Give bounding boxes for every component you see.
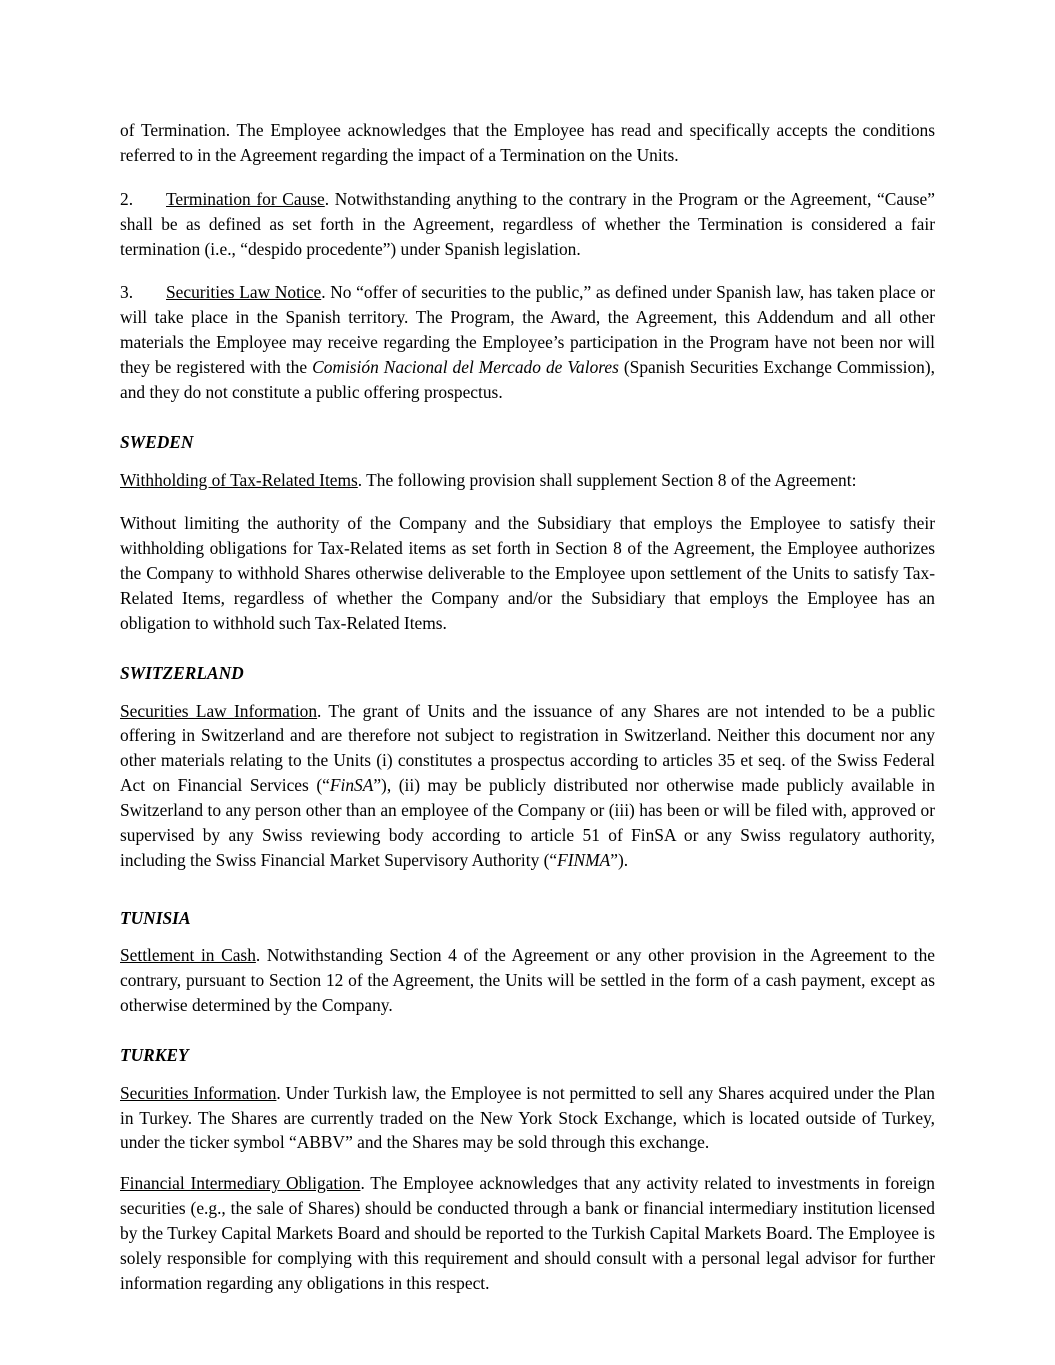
text-run: Without limiting the authority of the Company and the Subsidiary that employs the Employee to satisfy their withholding obligations for Tax-Related items as set forth in Section 8 of the Agreement, the Employee authorizes the Company to withhold Shares otherwise deliverable to the Employee upon settlement of the Units to satisfy Tax-Related Items, regardless of whether the Company and/or the Subsidiary that employs the Employee has an obligation to withhold such Tax-Related Items. xyxy=(120,513,935,633)
text-run: . The grant of Units and the issuance of any Shares are not intended to be a public offering in Switzerland and are therefore not subject to registration in Switzerland. Neither this document nor any other materials relating to the Units (i) constitutes a prospectus according to articles 35 et seq. of the Swiss Federal Act on Financial Services (“ xyxy=(120,700,935,796)
text-run: . Notwithstanding Section 4 of the Agreement or any other provision in the Agreement to the contrary, pursuant to Section 12 of the Agreement, the Units will be settled in the form of a cash payment, except as otherwise determined by the Company. xyxy=(120,945,935,1016)
heading-switzerland: SWITZERLAND xyxy=(120,662,244,683)
text-run: ”). xyxy=(610,849,629,870)
paragraph-turkey-securities-information xyxy=(120,1081,935,1156)
underlined-heading-run: Financial Intermediary Obligation xyxy=(120,1173,361,1194)
clause-number: 2. xyxy=(120,188,134,209)
underlined-heading-run: Securities Information xyxy=(120,1082,277,1103)
text-run: (Spanish Securities Exchange Commission), and they do not constitute a public offering prospectus. xyxy=(120,357,935,403)
text-run: . Under Turkish law, the Employee is not permitted to sell any Shares acquired under the Plan in Turkey. The Shares are currently traded on the New York Stock Exchange, which is located outside of Turkey, under the ticker symbol “ABBV” and the Shares may be sold through this exchange. xyxy=(120,1082,936,1153)
text-run: . The Employee acknowledges that any activity related to investments in foreign securities (e.g., the sale of Shares) should be conducted through a bank or financial intermediary institution licensed by the Turkey Capital Markets Board and should be reported to the Turkish Capital Markets Board. The Employee is solely responsible for complying with this requirement and should consult with a personal legal advisor for further information regarding any obligations in this respect. xyxy=(120,1173,935,1293)
paragraph-turkey-financial-intermediary xyxy=(120,1171,935,1295)
underlined-heading-run: Termination for Cause xyxy=(166,188,325,209)
clause-number: 3. xyxy=(120,282,134,303)
paragraph-termination-continued xyxy=(120,118,935,168)
paragraph-securities-law-notice xyxy=(120,280,935,404)
underlined-heading-run: Securities Law Information xyxy=(120,700,318,721)
underlined-heading-run: Settlement in Cash xyxy=(120,945,256,966)
italic-run: Comisión Nacional del Mercado de Valores xyxy=(312,357,619,378)
text-run: . Notwithstanding anything to the contrary in the Program or the Agreement, “Cause” shall be as defined as set forth in the Agreement, regardless of whether the Termination is considered a fair termination (i.e., “despido procedente”) under Spanish legislation. xyxy=(120,188,935,259)
paragraph-termination-for-cause xyxy=(120,187,935,262)
heading-sweden: SWEDEN xyxy=(120,431,194,452)
paragraph-sweden-withholding xyxy=(120,468,935,493)
paragraph-tunisia-settlement xyxy=(120,943,935,1018)
text-run: . No “offer of securities to the public,” as defined under Spanish law, has taken place or will take place in the Spanish territory. The Program, the Award, the Agreement, this Addendum and all other materials the Employee may receive regarding the Employee’s participation in the Program have not been nor will they be registered with the xyxy=(120,282,936,378)
heading-tunisia: TUNISIA xyxy=(120,907,191,928)
text-run: ”), (ii) may be publicly distributed nor otherwise made publicly available in Switzerland to any person other than an employee of the Company or (iii) has been or will be filed with, approved or supervised by any Swiss reviewing body according to article 51 of FinSA or any Swiss regulatory authority, including the Swiss Financial Market Supervisory Authority (“ xyxy=(120,775,935,870)
paragraph-switzerland-securities-law xyxy=(120,699,935,873)
italic-run: FINMA xyxy=(557,849,611,870)
underlined-heading-run: Withholding of Tax-Related Items xyxy=(120,469,358,490)
italic-run: FinSA xyxy=(329,775,374,796)
heading-turkey: TURKEY xyxy=(120,1045,189,1066)
underlined-heading-run: Securities Law Notice xyxy=(166,282,322,303)
text-run: . The following provision shall supplement Section 8 of the Agreement: xyxy=(357,469,857,490)
text-run: of Termination. The Employee acknowledges that the Employee has read and specifically accepts the conditions referred to in the Agreement regarding the impact of a Termination on the Units. xyxy=(120,120,935,165)
paragraph-sweden-body xyxy=(120,511,935,635)
